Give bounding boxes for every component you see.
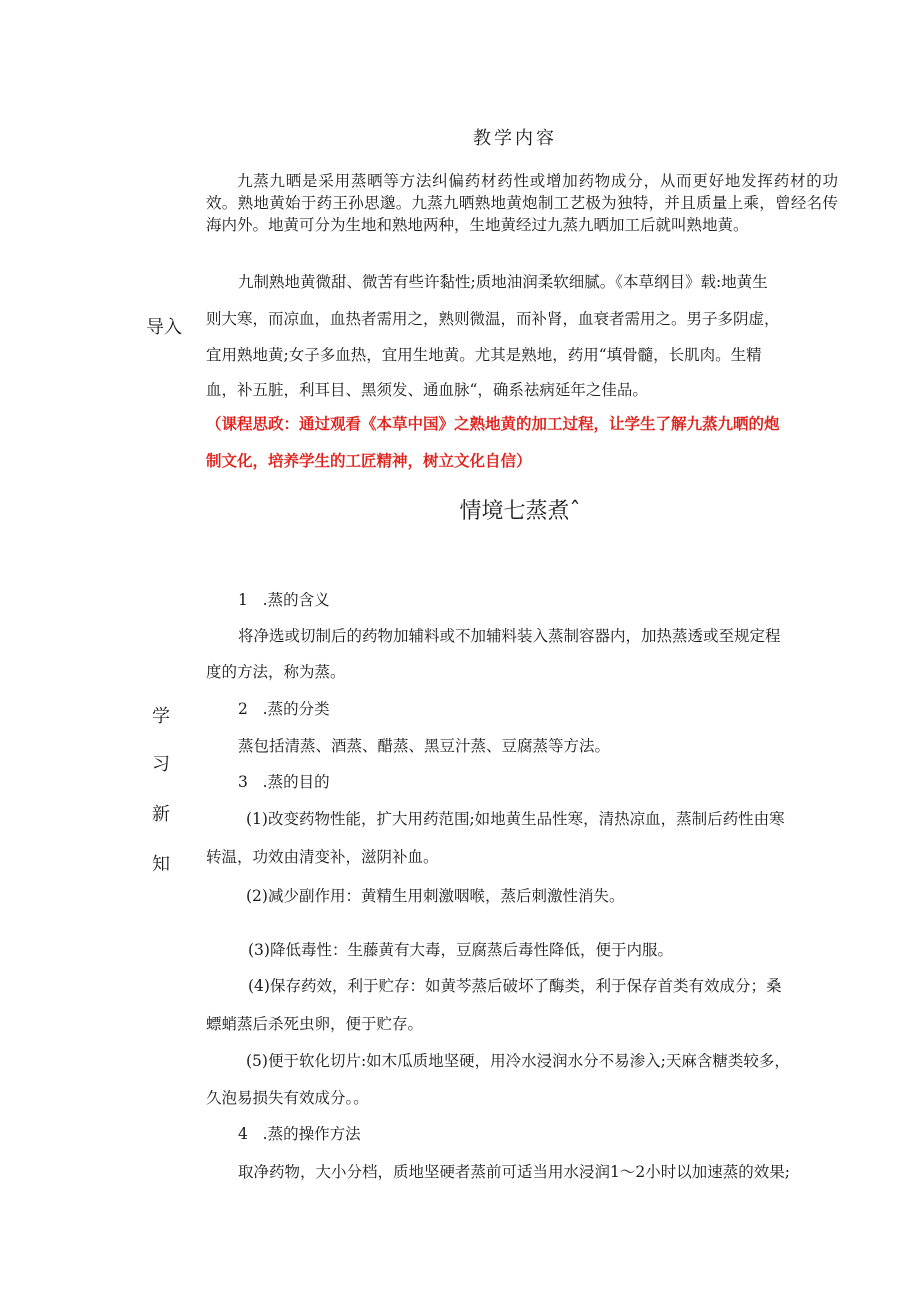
learn-line-3: 度的方法，称为蒸。 bbox=[206, 663, 346, 681]
learn-line-12: 螵蛸蒸后杀死虫卵，便于贮存。 bbox=[206, 1015, 424, 1033]
learn-line-9: (2)减少副作用：黄精生用刺激咽喉，蒸后刺激性消失。 bbox=[246, 887, 625, 905]
ideology-note-line-1: （课程思政：通过观看《本草中国》之熟地黄的加工过程，让学生了解九蒸九晒的炮 bbox=[206, 415, 780, 433]
learn-line-11: (4)保存药效，利于贮存：如黄芩蒸后破坏了酶类，利于保存首类有效成分；桑 bbox=[248, 977, 782, 995]
learn-line-13: (5)便于软化切片:如木瓜质地坚硬，用冷水浸润水分不易渗入;天麻含糖类较多， bbox=[246, 1052, 790, 1070]
intro-para2-line-2: 则大寒，而凉血，血热者需用之，熟则微温，而补肾，血衰者需用之。男子多阴虚， bbox=[206, 310, 780, 328]
learn-label-char-2: 习 bbox=[152, 754, 170, 775]
intro-label: 导入 bbox=[146, 317, 182, 338]
learn-line-2: 将净选或切制后的药物加辅料或不加辅料装入蒸制容器内，加热蒸透或至规定程 bbox=[238, 627, 781, 645]
scenario-title: 情境七蒸煮ˆ bbox=[459, 499, 581, 524]
learn-line-8: 转温，功效由清变补，滋阴补血。 bbox=[206, 848, 439, 866]
learn-line-16: 取净药物，大小分档，质地坚硬者蒸前可适当用水浸润1～2小时以加速蒸的效果; bbox=[238, 1163, 790, 1181]
learn-label-char-3: 新 bbox=[152, 804, 170, 825]
learn-heading-4: 4 .蒸的操作方法 bbox=[238, 1125, 361, 1143]
intro-para2-line-1: 九制熟地黄微甜、微苦有些许黏性;质地油润柔软细腻。《本草纲目》载:地黄生 bbox=[238, 273, 768, 291]
learn-heading-2: 2 .蒸的分类 bbox=[238, 700, 330, 718]
learn-label-char-4: 知 bbox=[152, 854, 170, 875]
intro-paragraph-1 bbox=[206, 170, 838, 236]
learn-heading-3: 3 .蒸的目的 bbox=[238, 773, 330, 791]
learn-line-7: (1)改变药物性能，扩大用药范围;如地黄生品性寒，清热凉血，蒸制后药性由寒 bbox=[246, 810, 785, 828]
learn-heading-1: 1 .蒸的含义 bbox=[238, 591, 330, 609]
learn-label-char-1: 学 bbox=[152, 706, 170, 727]
intro-para2-line-4: 血，补五脏，利耳目、黑须发、通血脉“，确系祛病延年之佳品。 bbox=[206, 381, 648, 399]
learn-line-10: (3)降低毒性：生藤黄有大毒，豆腐蒸后毒性降低，便于内服。 bbox=[248, 941, 673, 959]
learn-line-14: 久泡易损失有效成分。。 bbox=[206, 1089, 369, 1107]
learn-line-5: 蒸包括清蒸、酒蒸、醋蒸、黑豆汁蒸、豆腐蒸等方法。 bbox=[238, 737, 611, 755]
intro-paragraph-1-text: 九蒸九晒是采用蒸晒等方法纠偏药材药性或增加药物成分，从而更好地发挥药材的功效。熟地黄始于药王孙思邈。九蒸九晒熟地黄炮制工艺极为独特，并且质量上乘，曾经名传海内外。地黄可分为生地和熟地两种，生地黄经过九蒸九晒加工后就叫熟地黄。 bbox=[206, 172, 838, 234]
ideology-note-line-2: 制文化，培养学生的工匠精神，树立文化自信） bbox=[206, 452, 532, 470]
page-title: 教学内容 bbox=[473, 128, 557, 149]
intro-para2-line-3: 宜用熟地黄;女子多血热，宜用生地黄。尤其是熟地，药用“填骨髓，长肌肉。生精 bbox=[206, 346, 762, 364]
